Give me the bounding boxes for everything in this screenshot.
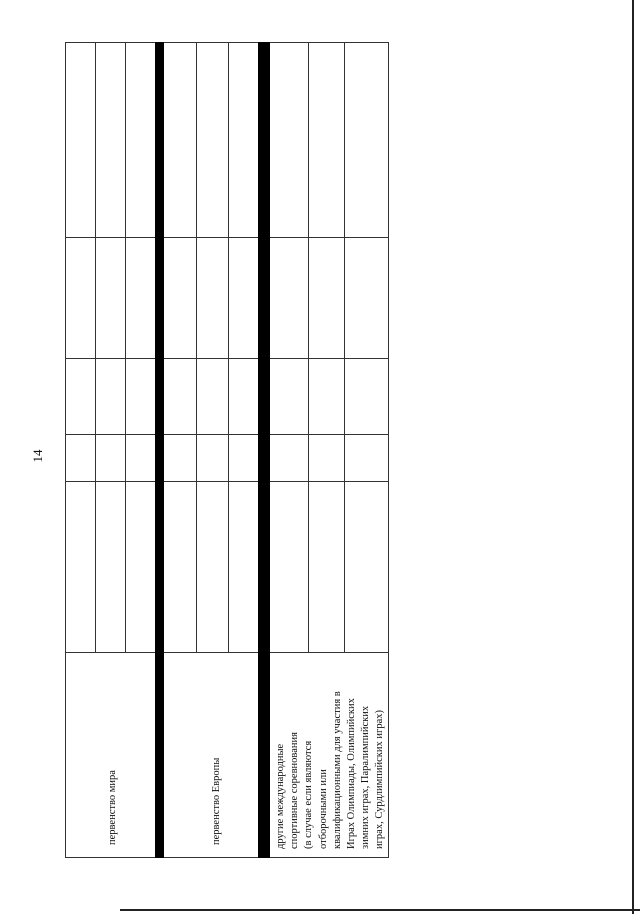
row-label-european-championship: первенство Европы [211, 757, 222, 845]
row-separator [344, 42, 345, 652]
row-separator [95, 42, 96, 652]
row-label-world-championship: первенство мира [107, 770, 118, 845]
label-line: Играх Олимпиады, Олимпийских [346, 698, 358, 849]
label-line: квалификационными для участия в [331, 691, 343, 849]
column-separator [65, 358, 389, 359]
row-separator [125, 42, 126, 652]
table-border-right [388, 42, 389, 858]
label-line: зимних играх, Паралимпийских [360, 705, 372, 849]
table-border-left [65, 42, 66, 858]
row-separator [228, 42, 229, 652]
row-separator [308, 42, 309, 652]
column-separator [65, 237, 389, 238]
column-separator [65, 481, 389, 482]
row-label-other-international [274, 649, 388, 849]
table-border-bottom [65, 857, 389, 858]
label-line: другие международные [275, 743, 286, 849]
section-divider-band [155, 42, 164, 858]
row-separator [196, 42, 197, 652]
column-separator [65, 434, 389, 435]
label-line: (в случае если являются [303, 740, 315, 849]
table-border-top [65, 42, 389, 43]
label-line: играх, Сурдлимпийских играх) [374, 710, 386, 849]
label-line: спортивные соревнования [289, 732, 301, 849]
section-divider-band [258, 42, 270, 858]
label-line: отборочными или [317, 769, 329, 849]
page-number: 14 [30, 449, 45, 463]
